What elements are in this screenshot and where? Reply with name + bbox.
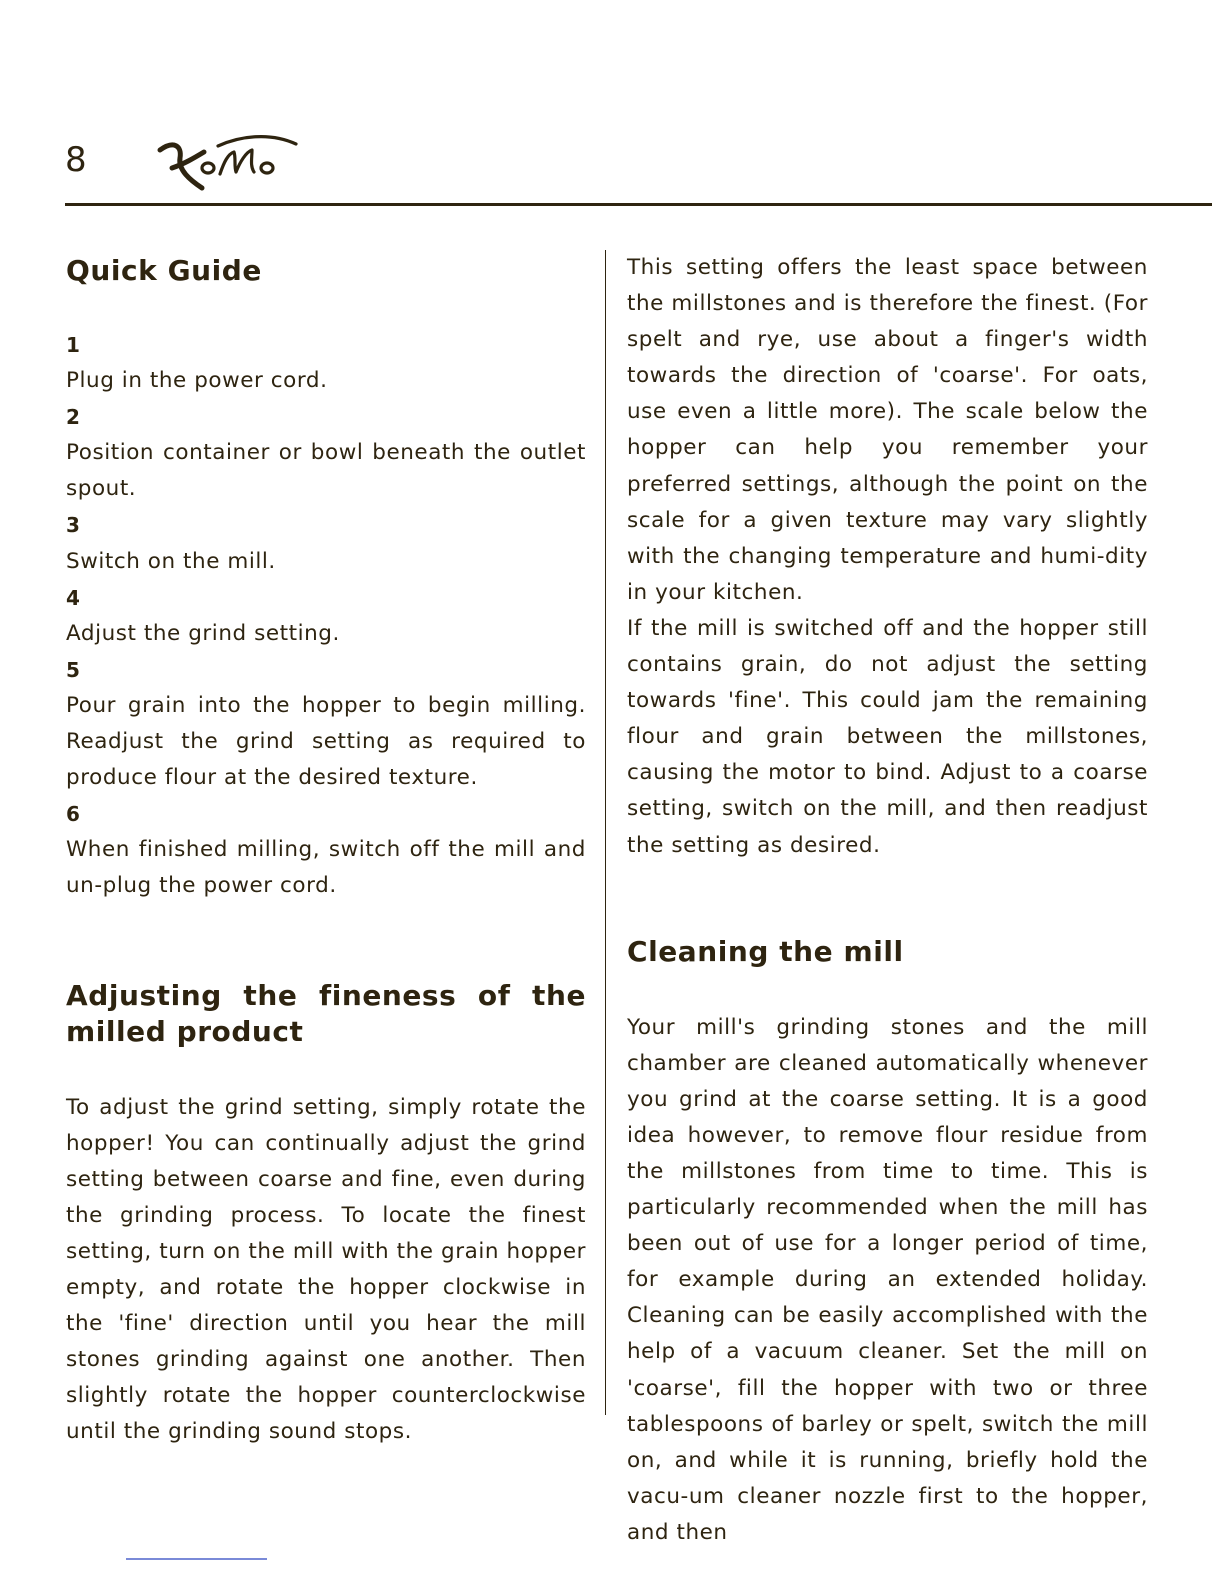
step-number: 6 (66, 802, 81, 827)
step-text: Pour grain into the hopper to begin milling. Readjust the grind setting as required to produce flour at the desired texture. (66, 692, 586, 791)
quick-guide-steps (66, 327, 586, 905)
step-text: Switch on the mill. (66, 548, 276, 574)
step-number: 4 (66, 585, 81, 610)
logo-k-arm (172, 152, 204, 168)
step-text: Plug in the power cord. (66, 368, 328, 394)
step-number: 2 (66, 405, 81, 430)
step-text: Adjust the grind setting. (66, 620, 340, 646)
logo-swoosh (218, 137, 296, 146)
adjusting-fineness-title: Adjusting the fineness of the milled product (66, 978, 586, 1048)
logo-o2 (261, 163, 273, 173)
komo-logo (150, 128, 300, 198)
step-number: 5 (66, 657, 81, 682)
cleaning-title: Cleaning the mill (627, 934, 904, 968)
setting-paragraph-1: This setting offers the least space between the millstones and is therefore the finest. (For spelt and rye, use about a finger's width towards the direction of 'coarse'. For oats, use even a little more). The scale below the hopper can help you remember your preferred settings, although the point on the scale for a given texture may vary slightly with the changing temperature and humi-dity in your kitchen. (627, 255, 1148, 605)
page-number: 8 (65, 140, 87, 180)
cleaning-body: Your mill's grinding stones and the mill chamber are cleaned automatically whenever you grind at the coarse setting. It is a good idea however, to remove flour residue from the millstones from time to time. This is particularly recommended when the mill has been out of use for a longer period of time, for example during an extended holiday. Cleaning can be easily accomplished with the help of a vacuum cleaner. Set the mill on 'coarse', fill the hopper with two or three tablespoons of barley or spelt, switch the mill on, and while it is running, briefly hold the vacu-um cleaner nozzle first to the hopper, and then (627, 1014, 1148, 1545)
step-text: When finished milling, switch off the mill and un-plug the power cord. (66, 837, 586, 899)
logo-m (220, 150, 254, 174)
quick-guide-title: Quick Guide (66, 254, 262, 287)
footer-mark (126, 1558, 267, 1560)
step-number: 3 (66, 513, 81, 538)
column-divider (605, 250, 606, 1415)
logo-o1 (202, 163, 214, 173)
adjusting-fineness-body: To adjust the grind setting, simply rotate the hopper! You can continually adjust the grind setting between coarse and fine, even during the grinding process. To locate the finest setting, turn on the mill with the grain hopper empty, and rotate the hopper clockwise in the 'fine' direction until you hear the mill stones grinding against one another. Then slightly rotate the hopper counterclockwise until the grinding sound stops. (66, 1094, 586, 1445)
step-number: 1 (66, 333, 81, 357)
logo-text: KoMo (225, 196, 228, 197)
left-column (66, 250, 586, 1450)
header-rule (65, 203, 1212, 206)
right-column (627, 250, 1148, 1551)
setting-paragraph-2: If the mill is switched off and the hopper still contains grain, do not adjust the setting towards 'fine'. This could jam the remaining flour and grain between the millstones, causing the motor to bind. Adjust to a coarse setting, switch on the mill, and then readjust the setting as desired. (627, 615, 1148, 858)
step-text: Position container or bowl beneath the outlet spout. (66, 440, 586, 502)
